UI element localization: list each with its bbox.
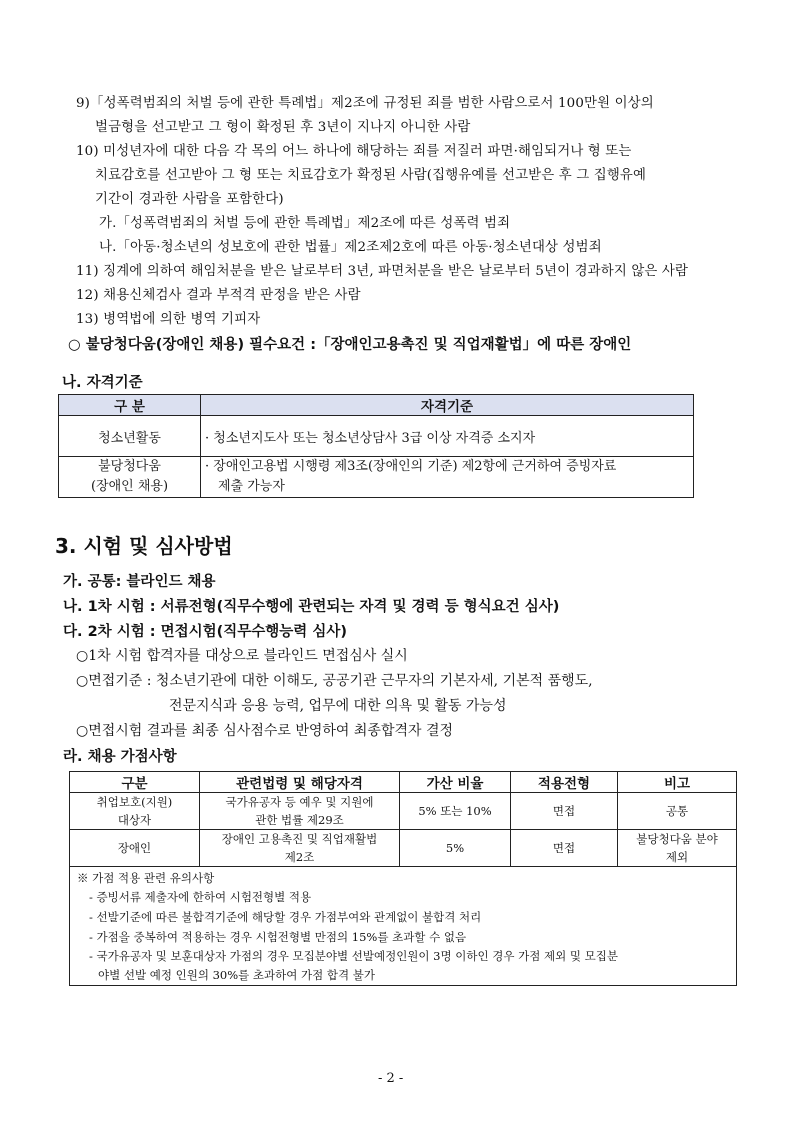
notes-cell <box>70 867 737 986</box>
notes-title: ※ 가점 적용 관련 유의사항 <box>77 871 215 885</box>
page-number: - 2 - <box>378 1071 404 1086</box>
row2-stage: 면접 <box>511 830 618 867</box>
item-9-line-2: 벌금형을 선고받고 그 형이 확정된 후 3년이 지나지 아니한 사람 <box>95 120 471 135</box>
section-3-bullet-2-line-2: 전문지식과 응용 능력, 업무에 대한 의욕 및 활동 가능성 <box>169 698 507 714</box>
row1-division-line2: 대상자 <box>117 813 152 827</box>
header-division: 구 분 <box>59 395 201 416</box>
header-stage: 적용전형 <box>511 772 618 793</box>
item-10-ga: 가.「성폭력범죄의 처벌 등에 관한 특례법」제2조에 따른 성폭력 범죄 <box>99 216 511 231</box>
row2-criteria-line1: · 장애인고용법 시행령 제3조(장애인의 기준) 제2항에 근거하여 증빙자료 <box>205 459 617 474</box>
item-10-line-3: 기간이 경과한 사람을 포함한다) <box>95 192 284 207</box>
row2-note-line1: 불당청다움 분야 <box>636 832 718 846</box>
row2-note-line2: 제외 <box>665 850 689 864</box>
section-3-bullet-1: ○1차 시험 합격자를 대상으로 블라인드 면접심사 실시 <box>76 648 408 664</box>
row1-division: 청소년활동 <box>59 416 201 457</box>
item-10-line-2: 치료감호를 선고받아 그 형 또는 치료감호가 확정된 사람(집행유예를 선고받은 후 그 집행유예 <box>95 168 647 183</box>
row2-division-line2: (장애인 채용) <box>90 479 169 494</box>
row2-law-line2: 제2조 <box>284 850 315 864</box>
additional-points-table <box>69 771 737 986</box>
row2-division-line1: 불당청다움 <box>98 459 161 474</box>
qualification-table <box>58 394 694 498</box>
item-12: 12) 채용신체검사 결과 부적격 판정을 받은 사람 <box>76 288 361 303</box>
requirement-note: ○ 불당청다움(장애인 채용) 필수요건 :「장애인고용촉진 및 직업재활법」에 따른 장애인 <box>68 337 632 353</box>
section-3-na: 나. 1차 시험 : 서류전형(직무수행에 관련되는 자격 및 경력 등 형식요건 심사) <box>63 599 560 615</box>
header-law: 관련법령 및 해당자격 <box>200 772 400 793</box>
row1-note: 공통 <box>618 793 737 830</box>
header-rate: 가산 비율 <box>400 772 511 793</box>
section-3-da: 다. 2차 시험 : 면접시험(직무수행능력 심사) <box>63 624 348 640</box>
item-13: 13) 병역법에 의한 병역 기피자 <box>76 312 261 327</box>
row2-rate: 5% <box>400 830 511 867</box>
note-4-line-2: 야별 선발 예정 인원의 30%를 초과하여 가점 합격 불가 <box>98 968 375 982</box>
section-3-ra: 라. 채용 가점사항 <box>63 749 177 765</box>
note-4-line-1: - 국가유공자 및 보훈대상자 가점의 경우 모집분야별 선발예정인원이 3명 이하인 경우 가점 제외 및 모집분 <box>89 949 618 963</box>
header-criteria: 자격기준 <box>201 395 694 416</box>
row1-law <box>200 793 400 830</box>
item-10-line-1: 10) 미성년자에 대한 다음 각 목의 어느 하나에 해당하는 죄를 저질러 파면·해임되거나 형 또는 <box>76 144 632 159</box>
item-9-line-1: 9)「성폭력범죄의 처벌 등에 관한 특례법」제2조에 규정된 죄를 범한 사람으로서 100만원 이상의 <box>76 96 654 111</box>
row2-division <box>59 457 201 498</box>
section-3-title: 3. 시험 및 심사방법 <box>55 534 233 558</box>
item-10-na: 나.「아동·청소년의 성보호에 관한 법률」제2조제2호에 따른 아동·청소년대상 성범죄 <box>99 240 602 255</box>
section-3-bullet-2-line-1: ○면접기준 : 청소년기관에 대한 이해도, 공공기관 근무자의 기본자세, 기본적 품행도, <box>76 673 593 689</box>
row1-law-line1: 국가유공자 등 예우 및 지원에 <box>225 795 374 809</box>
row1-criteria: · 청소년지도사 또는 청소년상담사 3급 이상 자격증 소지자 <box>201 416 694 457</box>
row1-stage: 면접 <box>511 793 618 830</box>
row2-criteria-line2: 제출 가능자 <box>218 479 285 494</box>
section-3-bullet-3: ○면접시험 결과를 최종 심사점수로 반영하여 최종합격자 결정 <box>76 723 454 739</box>
note-1: - 증빙서류 제출자에 한하여 시험전형별 적용 <box>89 890 312 904</box>
item-11: 11) 징계에 의하여 해임처분을 받은 날로부터 3년, 파면처분을 받은 날로부터 5년이 경과하지 않은 사람 <box>76 264 689 279</box>
row1-law-line2: 관한 법률 제29조 <box>255 813 344 827</box>
row2-law <box>200 830 400 867</box>
row2-criteria <box>201 457 694 498</box>
header-division: 구분 <box>70 772 200 793</box>
note-2: - 선발기준에 따른 불합격기준에 해당할 경우 가점부여와 관계없이 불합격 처리 <box>89 910 482 924</box>
row2-law-line1: 장애인 고용촉진 및 직업재활법 <box>221 832 378 846</box>
row2-note <box>618 830 737 867</box>
row2-division: 장애인 <box>70 830 200 867</box>
row1-rate: 5% 또는 10% <box>400 793 511 830</box>
section-3-ga: 가. 공통: 블라인드 채용 <box>63 574 216 590</box>
row1-division-line1: 취업보호(지원) <box>96 795 173 809</box>
qualification-heading: 나. 자격기준 <box>62 375 143 391</box>
row1-division <box>70 793 200 830</box>
header-note: 비고 <box>618 772 737 793</box>
note-3: - 가점을 중복하여 적용하는 경우 시험전형별 만점의 15%를 초과할 수 없음 <box>89 930 467 944</box>
